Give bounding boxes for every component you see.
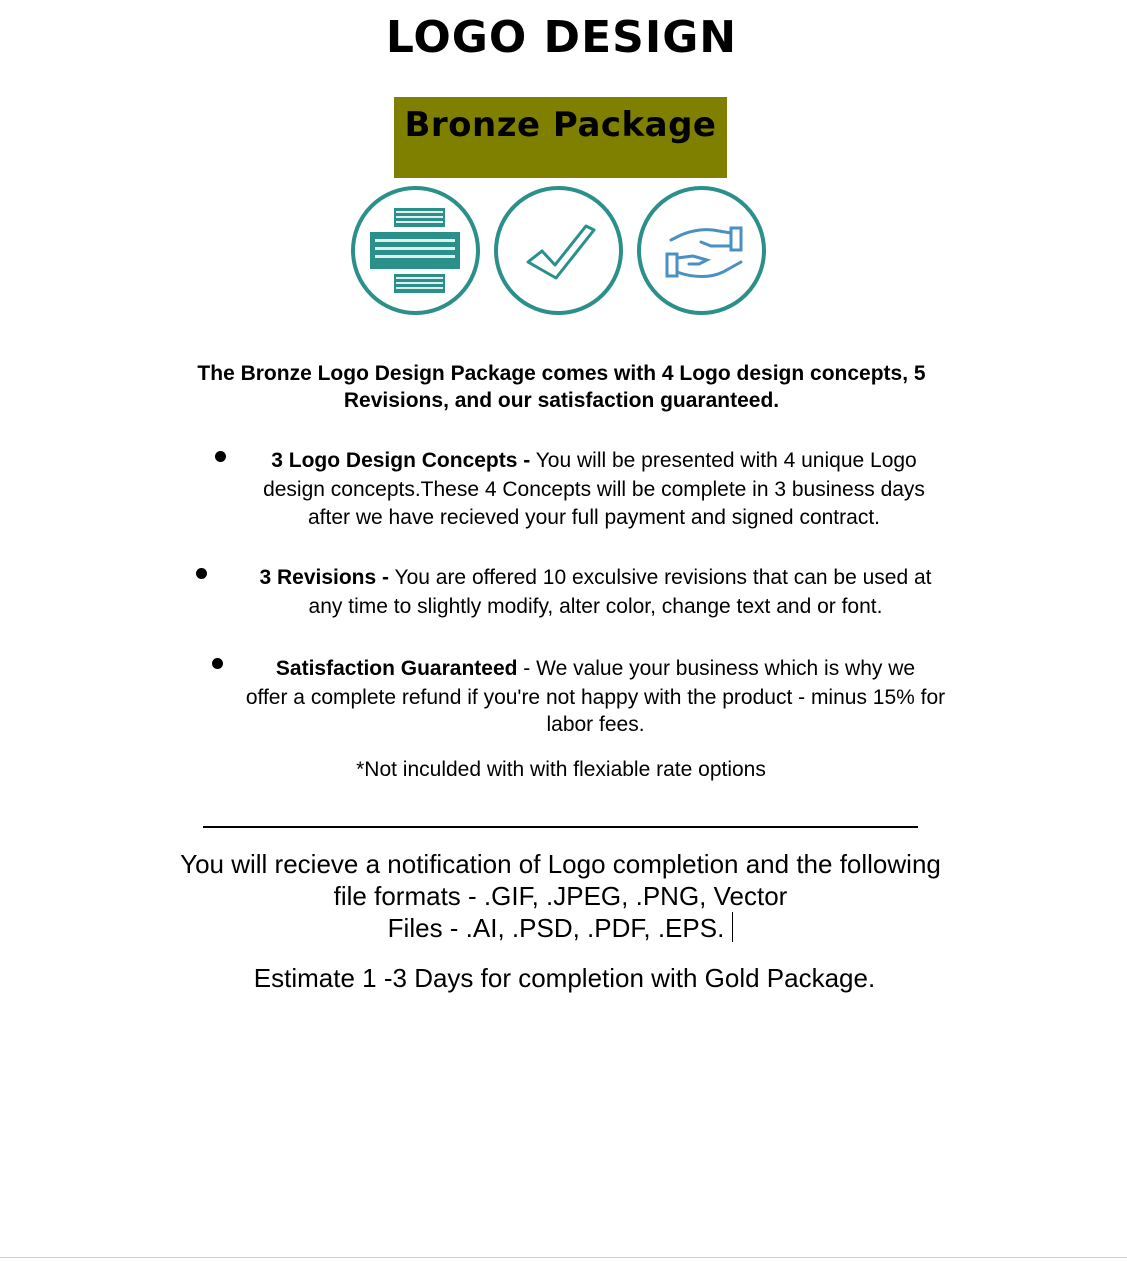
page-bottom-edge [0,1257,1127,1258]
bullet-revisions [200,563,991,621]
package-intro [140,360,983,414]
checkmark-icon [494,186,623,315]
file-formats [130,848,991,944]
package-banner [394,97,727,178]
bullet-satisfaction [200,654,991,737]
text-cursor [732,912,733,942]
package-label: Bronze Package [404,105,717,145]
bullet-text: design concepts.These 4 Concepts will be complete in 3 business days [263,478,925,501]
intro-line-2: Revisions, and our satisfaction guaranteed. [343,389,780,412]
bullet-title: Satisfaction Guaranteed [275,657,518,680]
intro-line-1: The Bronze Logo Design Package comes with 4 Logo design concepts, 5 [197,362,926,385]
bullet-text: after we have recieved your full payment and signed contract. [308,506,880,529]
page-title: LOGO DESIGN [385,12,738,63]
bullet-text: You are offered 10 exculsive revisions that can be used at [389,566,932,589]
formats-line-3-text: Files - .AI, .PSD, .PDF, .EPS. [387,913,725,943]
bullet-text: You will be presented with 4 unique Logo [530,449,917,472]
formats-line-1: You will recieve a notification of Logo completion and the following [180,849,941,879]
bullet-text: offer a complete refund if you're not happy with the product - minus 15% for [245,686,946,709]
bullet-text: labor fees. [546,713,645,736]
rate-note: *Not inculded with with flexiable rate options [356,758,766,781]
formats-line-2: file formats - .GIF, .JPEG, .PNG, Vector [333,881,788,911]
section-divider [203,826,918,828]
bullet-text: - We value your business which is why we [517,657,916,680]
formats-line-3 [130,912,991,944]
completion-estimate: Estimate 1 -3 Days for completion with Gold Package. [253,963,876,993]
bullet-title: 3 Logo Design Concepts - [271,449,531,472]
logo-icon [351,186,480,315]
bullet-concepts [218,446,970,531]
bullet-text: any time to slightly modify, alter color, change text and or font. [308,595,883,618]
handshake-icon [637,186,766,315]
bullet-title: 3 Revisions - [259,566,390,589]
